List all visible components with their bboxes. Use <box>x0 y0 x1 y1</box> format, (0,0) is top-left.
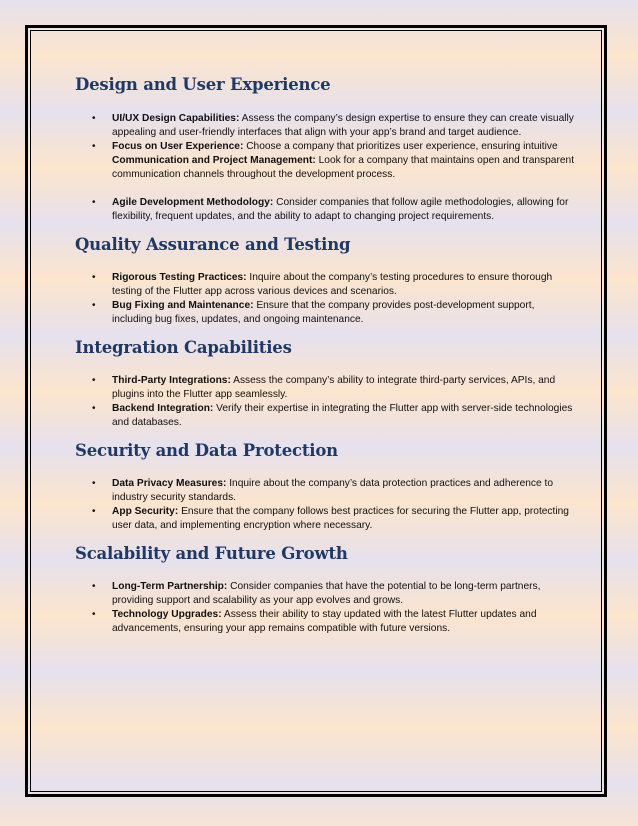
item-text: Verify their expertise in integrating the Flutter app with server-side technologies and databases. <box>112 403 573 428</box>
item-title: Backend Integration: <box>112 403 214 414</box>
item-text: Consider companies that have the potential to be long-term partners, providing support and scalability as your app evolves and grows. <box>112 581 541 606</box>
section-heading-integration: Integration Capabilities <box>75 338 292 357</box>
item-title: Long-Term Partnership: <box>112 581 228 592</box>
item-text: Ensure that the company provides post-development support, including bug fixes, updates, and ongoing maintenance. <box>112 300 535 325</box>
list-item <box>75 140 575 182</box>
list-item <box>75 374 575 402</box>
item-text: Choose a company that prioritizes user experience, ensuring intuitive <box>243 141 558 152</box>
bullet-icon: • <box>92 375 96 386</box>
bullet-icon: • <box>92 113 96 124</box>
bullet-icon: • <box>92 197 96 208</box>
item-text: Inquire about the company’s testing procedures to ensure thorough testing of the Flutter app across various devices and scenarios. <box>112 272 553 297</box>
list-item <box>75 477 575 505</box>
item-title: UI/UX Design Capabilities: <box>112 113 240 124</box>
item-text: Inquire about the company’s data protection practices and adherence to industry security standards. <box>112 478 553 503</box>
bullet-icon: • <box>92 478 96 489</box>
bullet-icon: • <box>92 141 96 152</box>
item-title: Third-Party Integrations: <box>112 375 231 386</box>
list-item <box>75 196 575 224</box>
bullet-icon: • <box>92 609 96 620</box>
section-heading-security: Security and Data Protection <box>75 441 338 460</box>
bullet-icon: • <box>92 272 96 283</box>
item-title: Communication and Project Management: <box>112 155 316 166</box>
item-text: Assess the company’s ability to integrate third-party services, APIs, and plugins into the Flutter app seamlessly. <box>112 375 556 400</box>
list-item <box>75 402 575 430</box>
section-heading-scalability: Scalability and Future Growth <box>75 544 348 563</box>
item-title: App Security: <box>112 506 179 517</box>
list-item <box>75 112 575 140</box>
item-text: Look for a company that maintains open and transparent communication channels throughout the development process. <box>112 155 575 180</box>
list-item <box>75 505 575 533</box>
bullet-icon: • <box>92 581 96 592</box>
item-title: Data Privacy Measures: <box>112 478 227 489</box>
item-title: Technology Upgrades: <box>112 609 222 620</box>
section-heading-design: Design and User Experience <box>75 75 331 94</box>
bullet-list-quality <box>75 271 575 327</box>
bullet-list-security <box>75 477 575 533</box>
item-text: Ensure that the company follows best practices for securing the Flutter app, protecting user data, and implementing encryption where necessary. <box>112 506 569 531</box>
bullet-list-scalability <box>75 580 575 636</box>
item-title: Rigorous Testing Practices: <box>112 272 247 283</box>
item-text: Assess the company’s design expertise to ensure they can create visually appealing and user-friendly interfaces that align with your app’s brand and target audience. <box>112 113 574 138</box>
bullet-list-integration <box>75 374 575 430</box>
list-item <box>75 271 575 299</box>
list-item <box>75 608 575 636</box>
item-title: Agile Development Methodology: <box>112 197 274 208</box>
document-body <box>75 73 575 636</box>
bullet-icon: • <box>92 506 96 517</box>
bullet-icon: • <box>92 300 96 311</box>
item-text: Assess their ability to stay updated with the latest Flutter updates and advancements, ensuring your app remains compatible with future versions. <box>112 609 537 634</box>
list-item <box>75 580 575 608</box>
item-title: Bug Fixing and Maintenance: <box>112 300 254 311</box>
list-item <box>75 299 575 327</box>
item-text: Consider companies that follow agile methodologies, allowing for flexibility, frequent updates, and the ability to adapt to changing project requirements. <box>112 197 569 222</box>
bullet-icon: • <box>92 403 96 414</box>
bullet-list-design <box>75 112 575 224</box>
item-title: Focus on User Experience: <box>112 141 244 152</box>
section-heading-quality: Quality Assurance and Testing <box>75 235 351 254</box>
